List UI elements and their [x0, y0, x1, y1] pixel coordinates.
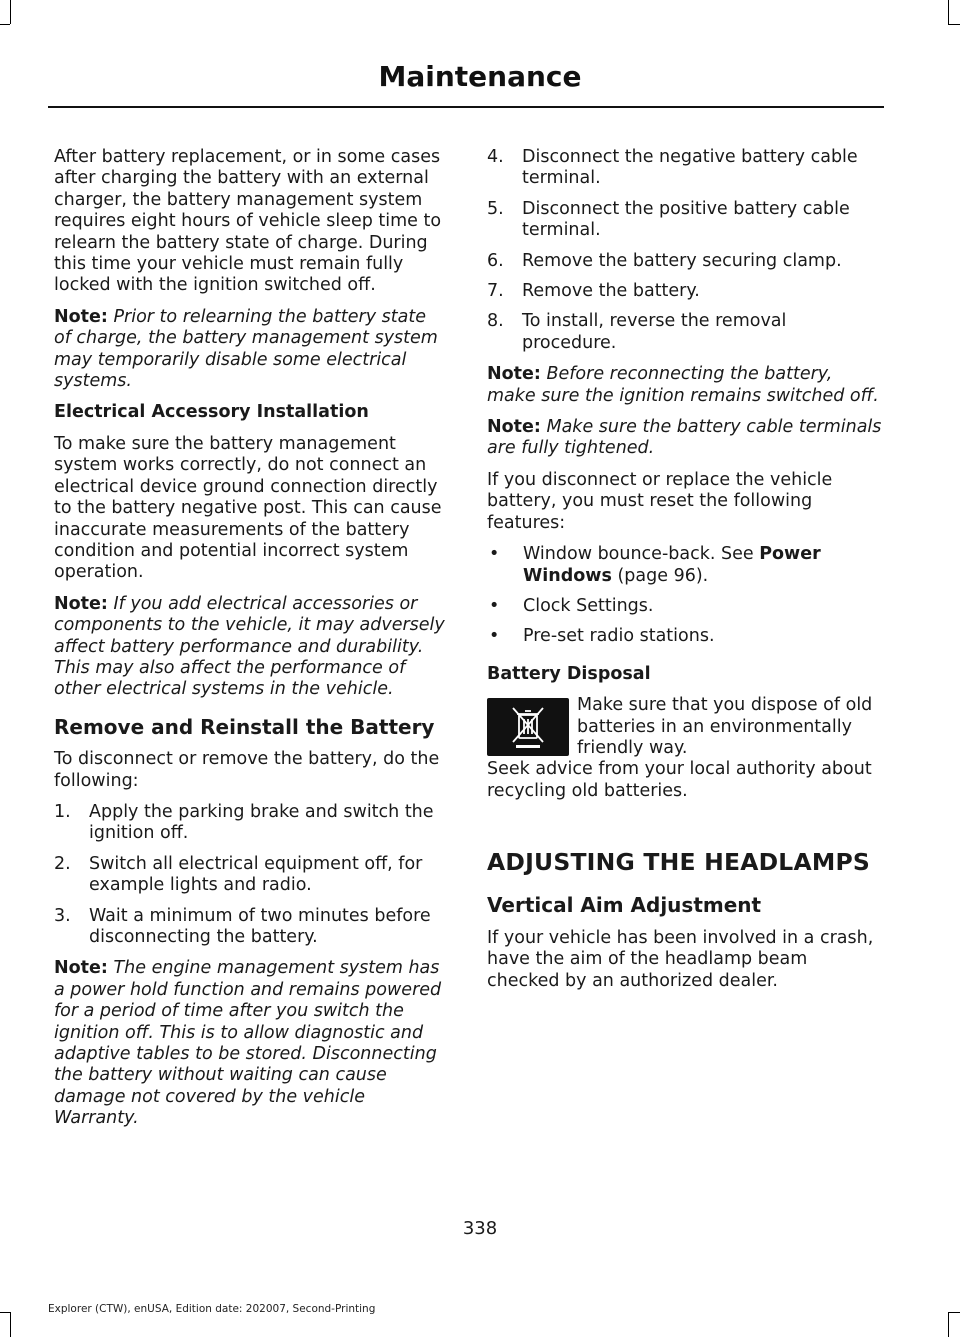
step-text: Apply the parking brake and switch the ignition off.: [89, 801, 434, 844]
crop-mark: [0, 1312, 10, 1313]
header-rule: [48, 106, 884, 108]
reset-intro: If you disconnect or replace the vehicle battery, you must reset the following features:: [487, 469, 833, 533]
chapter-heading: ADJUSTING THE HEADLAMPS: [487, 848, 870, 877]
step-number: 8.: [487, 311, 504, 332]
steps-list: [487, 147, 883, 354]
step-text: To install, reverse the removal procedure.: [522, 311, 787, 353]
list-item: [487, 281, 883, 302]
bullet-text: [523, 544, 883, 587]
bullet: •: [489, 595, 500, 616]
crop-mark: [948, 24, 960, 25]
step-number: 5.: [487, 198, 504, 219]
page-number: 338: [462, 1218, 498, 1239]
intro-paragraph: After battery replacement, or in some cases after charging the battery with an external charger, the battery management system requires eight hours of vehicle sleep time to relearn the battery state of charge. During this time your vehicle must remain fully locked with the ignition switched off.: [54, 147, 442, 296]
crop-mark: [10, 1312, 11, 1337]
note-text: Prior to relearning the battery state of charge, the battery management system may temporarily disable some electrical systems.: [54, 306, 438, 392]
page-title: Maintenance: [378, 60, 582, 93]
note: [487, 364, 883, 407]
step-number: 6.: [487, 250, 504, 271]
note-label: Note:: [487, 417, 541, 438]
crop-mark: [10, 0, 11, 24]
note-text: If you add electrical accessories or components to the vehicle, it may adversely affect battery performance and durability. This may also affect the performance of other electrical systems in the vehicle.: [54, 593, 445, 700]
note-text: Before reconnecting the battery, make sure the ignition remains switched off.: [487, 364, 879, 406]
note-text: The engine management system has a power hold function and remains powered for a period of time after you switch the ignition off. This is to allow diagnostic and adaptive tables to be stored. Disconnecting the battery without waiting can cause damage not covered by the vehicle Warranty.: [54, 958, 442, 1129]
disposal-text: Make sure that you dispose of old batteries in an environmentally friendly way.: [577, 695, 873, 758]
list-item: [54, 802, 447, 845]
accessory-paragraph: To make sure the battery management system works correctly, do not connect an electrical device ground connection directly to the battery negative post. This can cause inaccurate measurements of the battery condition and potential incorrect system operation.: [54, 433, 442, 583]
list-item: [487, 199, 883, 242]
note-label: Note:: [54, 306, 108, 327]
crop-mark: [948, 1312, 960, 1313]
note: [487, 417, 883, 460]
section-heading: Electrical Accessory Installation: [54, 402, 369, 423]
right-column: [487, 147, 883, 1002]
note-label: Note:: [487, 364, 541, 385]
step-number: 3.: [54, 905, 71, 926]
section-heading: Vertical Aim Adjustment: [487, 892, 762, 917]
crossed-bin-icon: [487, 698, 569, 756]
note-label: Note:: [54, 593, 108, 614]
reset-list: [487, 544, 883, 648]
note: [54, 307, 447, 393]
step-text: Switch all electrical equipment off, for example lights and radio.: [89, 853, 423, 896]
list-item: [54, 906, 447, 949]
bullet-text: Pre-set radio stations.: [523, 626, 715, 647]
list-item: [487, 311, 883, 354]
bullet: •: [489, 544, 500, 565]
section-heading: Remove and Reinstall the Battery: [54, 714, 435, 739]
bullet: •: [489, 626, 500, 647]
step-number: 2.: [54, 853, 71, 874]
crop-mark: [948, 0, 949, 24]
note-text: Make sure the battery cable terminals are fully tightened.: [487, 417, 882, 459]
crop-mark: [948, 1312, 949, 1337]
note: [54, 958, 447, 1129]
list-item: [487, 596, 883, 617]
list-item: [54, 854, 447, 897]
aim-paragraph: If your vehicle has been involved in a crash, have the aim of the headlamp beam checked by an authorized dealer.: [487, 927, 874, 991]
remove-intro: To disconnect or remove the battery, do the following:: [54, 749, 440, 791]
note-label: Note:: [54, 958, 108, 979]
bullet-text-suffix: (page 96).: [611, 565, 709, 586]
step-number: 4.: [487, 147, 504, 167]
footer-text: Explorer (CTW), enUSA, Edition date: 202007, Second-Printing: [48, 1303, 376, 1315]
section-heading: Battery Disposal: [487, 663, 651, 684]
step-number: 7.: [487, 281, 504, 302]
disposal-block: [487, 695, 883, 759]
step-text: Wait a minimum of two minutes before disconnecting the battery.: [89, 905, 431, 947]
list-item: [487, 544, 883, 587]
step-text: Disconnect the negative battery cable terminal.: [522, 147, 858, 189]
steps-list: [54, 802, 447, 948]
note: [54, 594, 447, 701]
crop-mark: [0, 24, 10, 25]
left-column: [54, 147, 447, 1140]
step-text: Remove the battery securing clamp.: [522, 250, 842, 271]
bullet-text-prefix: Window bounce-back. See: [523, 544, 760, 565]
step-text: Remove the battery.: [522, 281, 700, 302]
list-item: [487, 147, 883, 190]
list-item: [487, 626, 883, 647]
disposal-advice: Seek advice from your local authority about recycling old batteries.: [487, 759, 872, 801]
step-text: Disconnect the positive battery cable terminal.: [522, 198, 850, 241]
cross-reference-link[interactable]: Power Windows: [523, 544, 821, 586]
list-item: [487, 251, 883, 272]
step-number: 1.: [54, 801, 71, 822]
bullet-text: Clock Settings.: [523, 595, 654, 616]
